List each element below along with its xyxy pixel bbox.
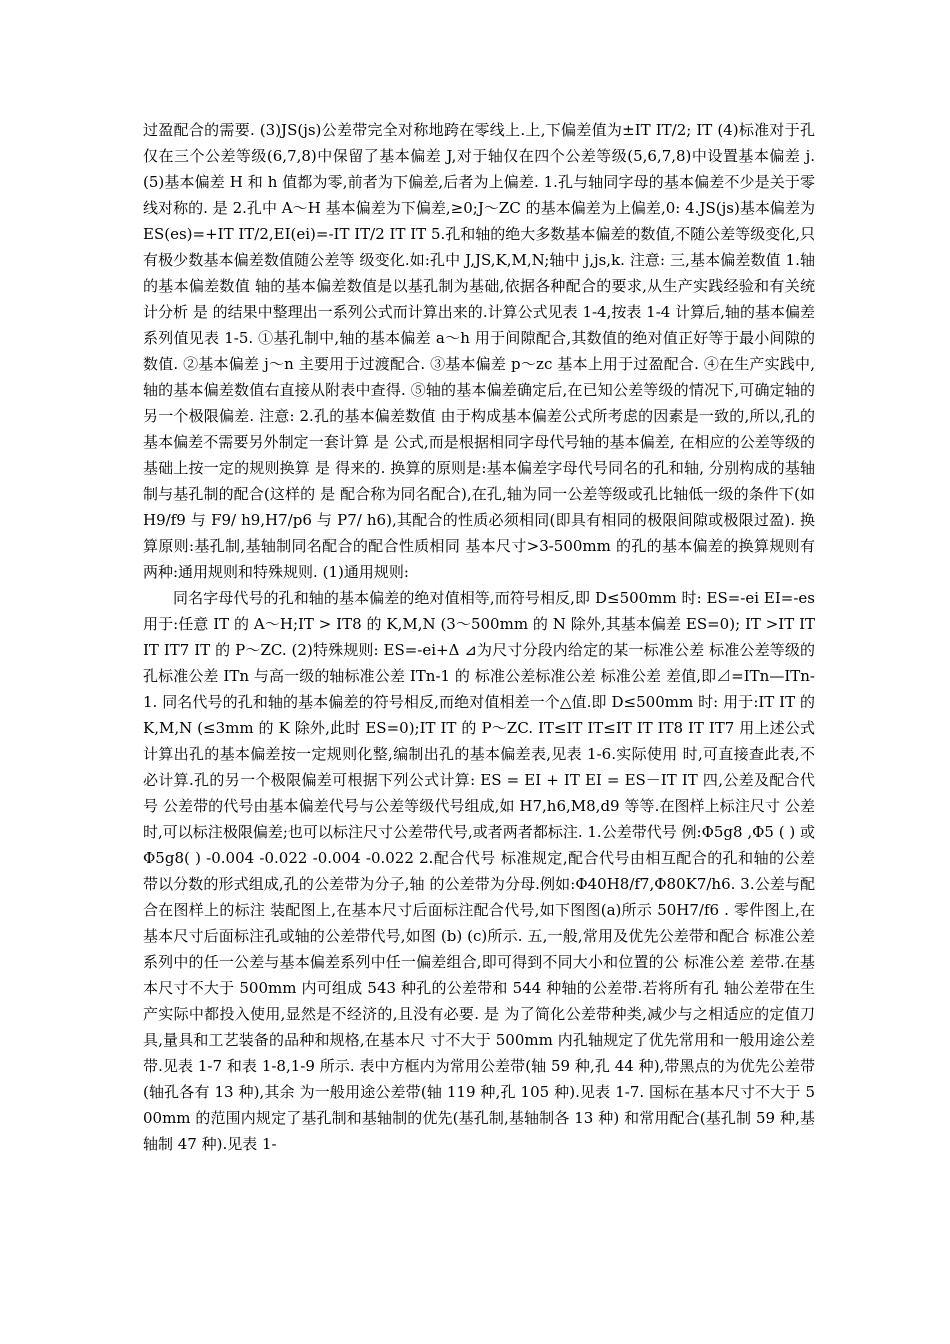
paragraph-1: 过盈配合的需要. (3)JS(js)公差带完全对称地跨在零线上.上,下偏差值为±IT IT/2; IT (4)标准对于孔仅在三个公差等级(6,7,8)中保留了基本偏差 J,对于轴仅在四个公差等级(5,6,7,8)中设置基本偏差 j. (5)基本偏差 H 和 h 值都为零,前者为下偏差,后者为上偏差. 1.孔与轴同字母的基本偏差不少是关于零线对称的. 是 2.孔中 A～H 基本偏差为下偏差,≥0;J～ZC 的基本偏差为上偏差,0: 4.JS(js)基本偏差为 ES(es)=+IT IT/2,EI(ei)=-IT IT/2 IT IT 5.孔和轴的绝大多数基本偏差的数值,不随公差等级变化,只有极少数基本偏差数值随公差等 级变化.如:孔中 J,JS,K,M,N;轴中 j,js,k. 注意: 三,基本偏差数值 1.轴的基本偏差数值 轴的基本偏差数值是以基孔制为基础,依据各种配合的要求,从生产实践经验和有关统计分析 是 的结果中整理出一系列公式而计算出来的.计算公式见表 1-4,按表 1-4 计算后,轴的基本偏差系列值见表 1-5. ①基孔制中,轴的基本偏差 a～h 用于间隙配合,其数值的绝对值正好等于最小间隙的数值. ②基本偏差 j～n 主要用于过渡配合. ③基本偏差 p～zc 基本上用于过盈配合. ④在生产实践中,轴的基本偏差数值右直接从附表中查得. ⑤轴的基本偏差确定后,在已知公差等级的情况下,可确定轴的另一个极限偏差. 注意: 2.孔的基本偏差数值 由于构成基本偏差公式所考虑的因素是一致的,所以,孔的基本偏差不需要另外制定一套计算 是 公式,而是根据相同字母代号轴的基本偏差, 在相应的公差等级的基础上按一定的规则换算 是 得来的. 换算的原则是:基本偏差字母代号同名的孔和轴, 分别构成的基轴制与基孔制的配合(这样的 是 配合称为同名配合),在孔,轴为同一公差等级或孔比轴低一级的条件下(如 H9/f9 与 F9/ h9,H7/p6 与 P7/ h6),其配合的性质必须相同(即具有相同的极限间隙或极限过盈). 换算原则:基孔制,基轴制同名配合的配合性质相同 基本尺寸>3-500mm 的孔的基本偏差的换算规则有两种:通用规则和特殊规则. (1)通用规则: bbox=[143, 121, 815, 581]
paragraph-2: 同名字母代号的孔和轴的基本偏差的绝对值相等,而符号相反,即 D≤500mm 时: ES=-ei EI=-es 用于:任意 IT 的 A～H;IT > IT8 的 K,M,N (3～500mm 的 N 除外,其基本偏差 ES=0); IT >IT IT IT IT7 IT 的 P～ZC. (2)特殊规则: ES=-ei+Δ ⊿为尺寸分段内给定的某一标准公差 标准公差等级的孔标准公差 ITn 与高一级的轴标准公差 ITn-1 的 标准公差标准公差 标准公差 差值,即⊿=ITn—ITn-1. 同名代号的孔和轴的基本偏差的符号相反,而绝对值相差一个△值.即 D≤500mm 时: 用于:IT IT 的 K,M,N (≤3mm 的 K 除外,此时 ES=0);IT IT 的 P～ZC. IT≤IT IT≤IT IT IT8 IT IT7 用上述公式计算出孔的基本偏差按一定规则化整,编制出孔的基本偏差表,见表 1-6.实际使用 时,可直接查此表,不必计算.孔的另一个极限偏差可根据下列公式计算: ES = EI + IT EI = ES－IT IT 四,公差及配合代号 公差带的代号由基本偏差代号与公差等级代号组成,如 H7,h6,M8,d9 等等.在图样上标注尺寸 公差时,可以标注极限偏差;也可以标注尺寸公差带代号,或者两者都标注. 1.公差带代号 例:Φ5g8 ,Φ5 ( ) 或 Φ5g8( ) -0.004 -0.022 -0.004 -0.022 2.配合代号 标准规定,配合代号由相互配合的孔和轴的公差带以分数的形式组成,孔的公差带为分子,轴 的公差带为分母.例如:Φ40H8/f7,Φ80K7/h6. 3.公差与配合在图样上的标注 装配图上,在基本尺寸后面标注配合代号,如下图图(a)所示 50H7/f6 . 零件图上,在基本尺寸后面标注孔或轴的公差带代号,如图 (b) (c)所示. 五,一般,常用及优先公差带和配合 标准公差系列中的任一公差与基本偏差系列中任一偏差组合,即可得到不同大小和位置的公 标准公差 差带.在基本尺寸不大于 500mm 内可组成 543 种孔的公差带和 544 种轴的公差带.若将所有孔 轴公差带在生产实际中都投入使用,显然是不经济的,且没有必要. 是 为了简化公差带种类,减少与之相适应的定值刀具,量具和工艺装备的品种和规格,在基本尺 寸不大于 500mm 内孔轴规定了优先常用和一般用途公差带.见表 1-7 和表 1-8,1-9 所示. 表中方框内为常用公差带(轴 59 种,孔 44 种),带黑点的为优先公差带(轴孔各有 13 种),其余 为一般用途公差带(轴 119 种,孔 105 种).见表 1-7. 国标在基本尺寸不大于 500mm 的范围内规定了基孔制和基轴制的优先(基孔制,基轴制各 13 种) 和常用配合(基孔制 59 种,基轴制 47 种).见表 1- bbox=[143, 589, 815, 1153]
body-text bbox=[143, 117, 815, 1157]
